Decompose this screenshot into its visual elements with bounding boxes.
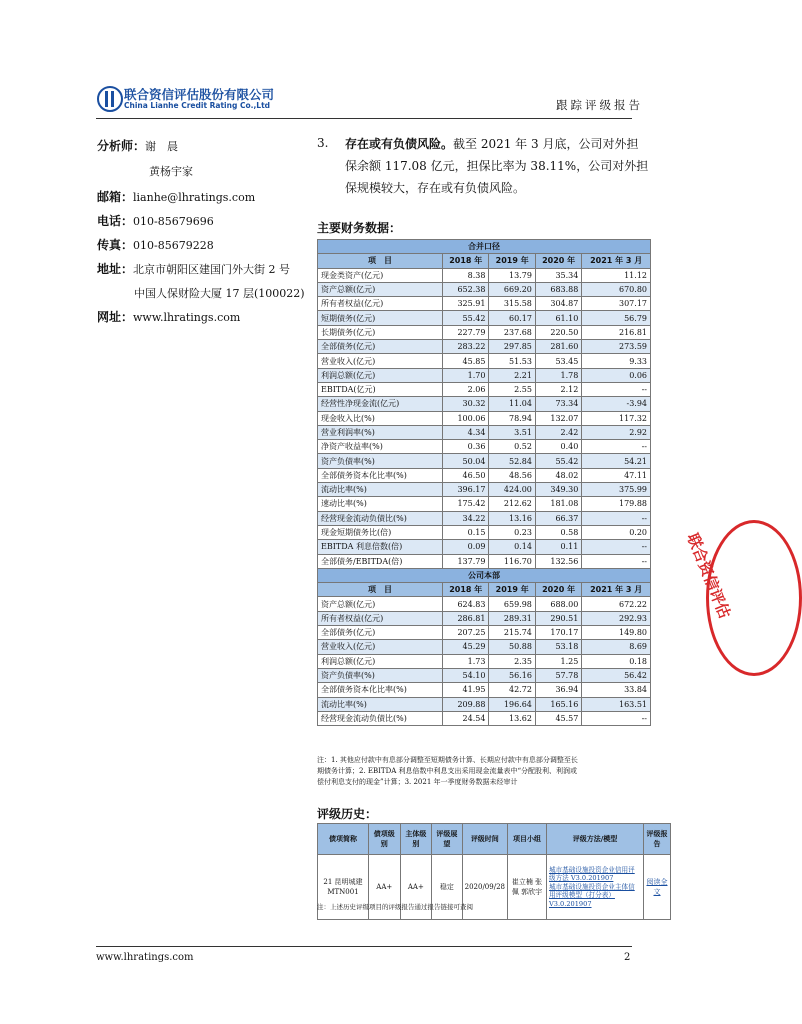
column-header: 2020 年	[535, 583, 581, 597]
row-label: EBITDA 利息倍数(倍)	[318, 540, 443, 554]
cell-value: 0.14	[489, 540, 535, 554]
row-label: 资产负债率(%)	[318, 454, 443, 468]
cell-value: 216.81	[582, 325, 651, 339]
cell-value: 56.16	[489, 668, 535, 682]
row-label: 全部债务/EBITDA(倍)	[318, 554, 443, 568]
report-type-title: 跟踪评级报告	[556, 98, 643, 112]
cell-value: 0.20	[582, 525, 651, 539]
rating-column-header: 债项级别	[369, 824, 401, 855]
table-row	[318, 654, 651, 668]
table-row	[318, 468, 651, 482]
rating-header-row	[318, 824, 671, 855]
rating-date: 2020/09/28	[462, 855, 507, 920]
table-row	[318, 440, 651, 454]
company-name-en: China Lianhe Credit Rating Co.,Ltd	[124, 101, 271, 110]
cell-value: 1.73	[443, 654, 489, 668]
issuer-rating: AA+	[400, 855, 432, 920]
cell-value: 55.42	[535, 454, 581, 468]
rating-outlook: 稳定	[432, 855, 463, 920]
cell-value: 0.58	[535, 525, 581, 539]
analyst-label: 分析师：	[97, 139, 146, 153]
table-row	[318, 340, 651, 354]
cell-value: 36.94	[535, 683, 581, 697]
cell-value: 0.11	[535, 540, 581, 554]
table-row	[318, 282, 651, 296]
cell-value: 2.55	[489, 382, 535, 396]
cell-value: 292.93	[582, 611, 651, 625]
cell-value: 48.02	[535, 468, 581, 482]
cell-value: 688.00	[535, 597, 581, 611]
cell-value: 60.17	[489, 311, 535, 325]
table-row	[318, 611, 651, 625]
cell-value: 283.22	[443, 340, 489, 354]
address-label: 地址：	[97, 262, 134, 276]
cell-value: 35.34	[535, 268, 581, 282]
cell-value: 0.36	[443, 440, 489, 454]
cell-value: 396.17	[443, 483, 489, 497]
cell-value: 0.15	[443, 525, 489, 539]
column-header: 项 目	[318, 583, 443, 597]
column-header: 2019 年	[489, 583, 535, 597]
row-label: 利润总额(亿元)	[318, 368, 443, 382]
cell-value: 165.16	[535, 697, 581, 711]
column-header: 2018 年	[443, 254, 489, 268]
row-label: 现金收入比(%)	[318, 411, 443, 425]
financials-title: 主要财务数据：	[317, 221, 402, 235]
row-label: 全部债务资本化比率(%)	[318, 683, 443, 697]
row-label: 营业收入(亿元)	[318, 640, 443, 654]
cell-value: 34.22	[443, 511, 489, 525]
method-link-1[interactable]: 城市基础设施投资企业信用评级方法 V3.0.201907	[549, 865, 635, 883]
cell-value: --	[582, 554, 651, 568]
cell-value: 9.33	[582, 354, 651, 368]
phone-label: 电话：	[97, 214, 134, 228]
cell-value: 132.07	[535, 411, 581, 425]
cell-value: 4.34	[443, 425, 489, 439]
table-row	[318, 525, 651, 539]
row-label: 全部债务(亿元)	[318, 626, 443, 640]
address-line	[97, 260, 290, 277]
row-label: 全部债务(亿元)	[318, 340, 443, 354]
cell-value: 56.42	[582, 668, 651, 682]
cell-value: 73.34	[535, 397, 581, 411]
cell-value: 0.52	[489, 440, 535, 454]
table-row	[318, 397, 651, 411]
cell-value: 196.64	[489, 697, 535, 711]
phone-number: 010-85679696	[133, 215, 214, 228]
email-address[interactable]: lianhe@lhratings.com	[133, 191, 256, 204]
cell-value: 1.78	[535, 368, 581, 382]
financial-note-1: 注：1. 其他应付款中有息部分调整至短期债务计算、长期应付款中有息部分调整至长	[317, 756, 578, 764]
email-line	[97, 188, 255, 205]
rating-column-header: 评级报告	[644, 824, 671, 855]
cell-value: 61.10	[535, 311, 581, 325]
table-row	[318, 626, 651, 640]
cell-value: 13.16	[489, 511, 535, 525]
consolidated-group-header-label: 合并口径	[318, 240, 651, 254]
cell-value: 33.84	[582, 683, 651, 697]
cell-value: 0.23	[489, 525, 535, 539]
cell-value: 325.91	[443, 297, 489, 311]
table-row	[318, 354, 651, 368]
rating-column-header: 债项简称	[318, 824, 369, 855]
table-row	[318, 382, 651, 396]
column-header-row	[318, 583, 651, 597]
address-line-1: 北京市朝阳区建国门外大街 2 号	[133, 263, 291, 276]
row-label: 现金类资产(亿元)	[318, 268, 443, 282]
fax-line	[97, 236, 214, 253]
row-label: 净资产收益率(%)	[318, 440, 443, 454]
footer-divider	[96, 946, 632, 947]
risk-line-2: 保余额 117.08 亿元，担保比率为 38.11%，公司对外担	[345, 159, 649, 173]
table-row	[318, 368, 651, 382]
footer-url[interactable]: www.lhratings.com	[96, 952, 194, 963]
rating-history-title: 评级历史：	[317, 807, 378, 821]
risk-text-1: 截至 2021 年 3 月底，公司对外担	[453, 137, 639, 151]
cell-value: --	[582, 540, 651, 554]
table-row	[318, 697, 651, 711]
cell-value: 273.59	[582, 340, 651, 354]
cell-value: 652.38	[443, 282, 489, 296]
column-header: 2021 年 3 月	[582, 583, 651, 597]
cell-value: 56.79	[582, 311, 651, 325]
cell-value: 8.69	[582, 640, 651, 654]
cell-value: --	[582, 711, 651, 725]
cell-value: 30.32	[443, 397, 489, 411]
financial-note-3: 偿付利息支付的现金”计算；3. 2021 年一季度财务数据未经审计	[317, 778, 518, 786]
cell-value: 47.11	[582, 468, 651, 482]
web-line	[97, 308, 240, 325]
cell-value: 375.99	[582, 483, 651, 497]
parent-group-header-label: 公司本部	[318, 568, 651, 582]
cell-value: 281.60	[535, 340, 581, 354]
cell-value: 100.06	[443, 411, 489, 425]
financial-note-2: 期债务计算；2. EBITDA 利息倍数中利息支出采用现金流量表中“分配股利、利润或	[317, 767, 578, 775]
table-row	[318, 311, 651, 325]
cell-value: 220.50	[535, 325, 581, 339]
cell-value: 227.79	[443, 325, 489, 339]
cell-value: 132.56	[535, 554, 581, 568]
cell-value: 46.50	[443, 468, 489, 482]
cell-value: 51.53	[489, 354, 535, 368]
table-row	[318, 268, 651, 282]
cell-value: 672.22	[582, 597, 651, 611]
cell-value: 50.04	[443, 454, 489, 468]
cell-value: 286.81	[443, 611, 489, 625]
cell-value: 0.18	[582, 654, 651, 668]
table-row	[318, 325, 651, 339]
row-label: 所有者权益(亿元)	[318, 297, 443, 311]
method-link-2[interactable]: 城市基础设施投资企业主体信用评级模型（打分表）V3.0.201907	[549, 882, 635, 908]
cell-value: 24.54	[443, 711, 489, 725]
cell-value: 170.17	[535, 626, 581, 640]
project-team: 崔立楠 张 佩 郭欣宇	[508, 855, 547, 920]
cell-value: 3.51	[489, 425, 535, 439]
table-row	[318, 411, 651, 425]
cell-value: 48.56	[489, 468, 535, 482]
cell-value: 45.29	[443, 640, 489, 654]
cell-value: 670.80	[582, 282, 651, 296]
cell-value: 137.79	[443, 554, 489, 568]
bond-name: 21 昆明城建 MTN001	[318, 855, 369, 920]
cell-value: 237.68	[489, 325, 535, 339]
cell-value: 2.42	[535, 425, 581, 439]
row-label: 速动比率(%)	[318, 497, 443, 511]
risk-item-number: 3.	[317, 136, 329, 150]
cell-value: 212.62	[489, 497, 535, 511]
row-label: 现金短期债务比(倍)	[318, 525, 443, 539]
row-label: 资产总额(亿元)	[318, 597, 443, 611]
cell-value: 54.21	[582, 454, 651, 468]
column-header: 2021 年 3 月	[582, 254, 651, 268]
cell-value: 175.42	[443, 497, 489, 511]
row-label: 流动比率(%)	[318, 483, 443, 497]
cell-value: 66.37	[535, 511, 581, 525]
cell-value: 11.04	[489, 397, 535, 411]
cell-value: 2.92	[582, 425, 651, 439]
cell-value: 45.85	[443, 354, 489, 368]
cell-value: 0.40	[535, 440, 581, 454]
cell-value: 0.06	[582, 368, 651, 382]
risk-line-1	[345, 136, 638, 152]
cell-value: 1.70	[443, 368, 489, 382]
cell-value: 659.98	[489, 597, 535, 611]
rating-methods	[547, 855, 644, 920]
page-number: 2	[624, 952, 631, 963]
seal-text: 联合资信评估	[683, 530, 734, 621]
bond-rating: AA+	[369, 855, 401, 920]
table-row	[318, 554, 651, 568]
cell-value: 349.30	[535, 483, 581, 497]
cell-value: 11.12	[582, 268, 651, 282]
column-header-row	[318, 254, 651, 268]
web-label: 网址：	[97, 310, 134, 324]
cell-value: 53.45	[535, 354, 581, 368]
table-row	[318, 640, 651, 654]
cell-value: 2.21	[489, 368, 535, 382]
table-row	[318, 497, 651, 511]
cell-value: 181.08	[535, 497, 581, 511]
cell-value: 52.84	[489, 454, 535, 468]
cell-value: 45.57	[535, 711, 581, 725]
cell-value: 117.32	[582, 411, 651, 425]
cell-value: --	[582, 511, 651, 525]
rating-column-header: 项目小组	[508, 824, 547, 855]
cell-value: 50.88	[489, 640, 535, 654]
cell-value: 2.06	[443, 382, 489, 396]
consolidated-group-header	[318, 240, 651, 254]
cell-value: 290.51	[535, 611, 581, 625]
row-label: 流动比率(%)	[318, 697, 443, 711]
cell-value: 41.95	[443, 683, 489, 697]
fax-label: 传真：	[97, 238, 134, 252]
cell-value: 304.87	[535, 297, 581, 311]
report-cell	[644, 855, 671, 920]
column-header: 2018 年	[443, 583, 489, 597]
analyst-name-1: 谢 晨	[145, 140, 179, 153]
column-header: 2019 年	[489, 254, 535, 268]
cell-value: 683.88	[535, 282, 581, 296]
row-label: 短期债务(亿元)	[318, 311, 443, 325]
analyst-name-2: 黄杨宇家	[149, 165, 193, 178]
cell-value: 42.72	[489, 683, 535, 697]
cell-value: 669.20	[489, 282, 535, 296]
risk-line-3: 保规模较大，存在或有负债风险。	[345, 181, 526, 195]
cell-value: --	[582, 440, 651, 454]
cell-value: 149.80	[582, 626, 651, 640]
cell-value: 289.31	[489, 611, 535, 625]
cell-value: 2.12	[535, 382, 581, 396]
cell-value: -3.94	[582, 397, 651, 411]
row-label: 所有者权益(亿元)	[318, 611, 443, 625]
read-full-report-link[interactable]: 阅读全文	[646, 878, 668, 896]
cell-value: 57.78	[535, 668, 581, 682]
parent-group-header	[318, 568, 651, 582]
rating-history-footnote: 注：上述历史评级项目的评级报告通过报告链接可查阅	[317, 903, 473, 911]
row-label: 全部债务资本化比率(%)	[318, 468, 443, 482]
table-row	[318, 597, 651, 611]
fax-number: 010-85679228	[133, 239, 214, 252]
row-label: 资产负债率(%)	[318, 668, 443, 682]
cell-value: 0.09	[443, 540, 489, 554]
cell-value: 209.88	[443, 697, 489, 711]
cell-value: 1.25	[535, 654, 581, 668]
cell-value: 307.17	[582, 297, 651, 311]
row-label: 利润总额(亿元)	[318, 654, 443, 668]
rating-column-header: 评级时间	[462, 824, 507, 855]
cell-value: 215.74	[489, 626, 535, 640]
table-row	[318, 711, 651, 725]
row-label: 经营现金流动负债比(%)	[318, 511, 443, 525]
row-label: 资产总额(亿元)	[318, 282, 443, 296]
table-row	[318, 297, 651, 311]
cell-value: 116.70	[489, 554, 535, 568]
cell-value: 78.94	[489, 411, 535, 425]
cell-value: 54.10	[443, 668, 489, 682]
cell-value: 2.35	[489, 654, 535, 668]
analyst-line	[97, 137, 178, 154]
cell-value: 13.62	[489, 711, 535, 725]
cell-value: 179.88	[582, 497, 651, 511]
cell-value: 424.00	[489, 483, 535, 497]
email-label: 邮箱：	[97, 190, 134, 204]
cell-value: 297.85	[489, 340, 535, 354]
cell-value: 163.51	[582, 697, 651, 711]
row-label: 经营现金流动负债比(%)	[318, 711, 443, 725]
row-label: 经营性净现金流(亿元)	[318, 397, 443, 411]
financial-data-table	[317, 239, 651, 726]
address-line-2: 中国人保财险大厦 17 层(100022)	[134, 287, 305, 300]
web-address[interactable]: www.lhratings.com	[133, 311, 241, 324]
row-label: 营业收入(亿元)	[318, 354, 443, 368]
phone-line	[97, 212, 214, 229]
table-row	[318, 425, 651, 439]
cell-value: --	[582, 382, 651, 396]
cell-value: 55.42	[443, 311, 489, 325]
company-name-cn: 联合资信评估股份有限公司	[124, 87, 275, 102]
table-row	[318, 540, 651, 554]
table-row	[318, 683, 651, 697]
cell-value: 53.18	[535, 640, 581, 654]
table-row	[318, 454, 651, 468]
cell-value: 624.83	[443, 597, 489, 611]
table-row	[318, 668, 651, 682]
row-label: EBITDA(亿元)	[318, 382, 443, 396]
row-label: 长期债务(亿元)	[318, 325, 443, 339]
column-header: 2020 年	[535, 254, 581, 268]
rating-column-header: 评级方法/模型	[547, 824, 644, 855]
rating-column-header: 主体级别	[400, 824, 432, 855]
table-row	[318, 483, 651, 497]
cell-value: 315.58	[489, 297, 535, 311]
risk-title: 存在或有负债风险。	[345, 137, 454, 151]
cell-value: 207.25	[443, 626, 489, 640]
header-divider	[96, 118, 632, 119]
table-row	[318, 511, 651, 525]
cell-value: 13.79	[489, 268, 535, 282]
rating-column-header: 评级展望	[432, 824, 463, 855]
cell-value: 8.38	[443, 268, 489, 282]
column-header: 项 目	[318, 254, 443, 268]
company-logo-icon	[97, 86, 123, 112]
row-label: 营业利润率(%)	[318, 425, 443, 439]
